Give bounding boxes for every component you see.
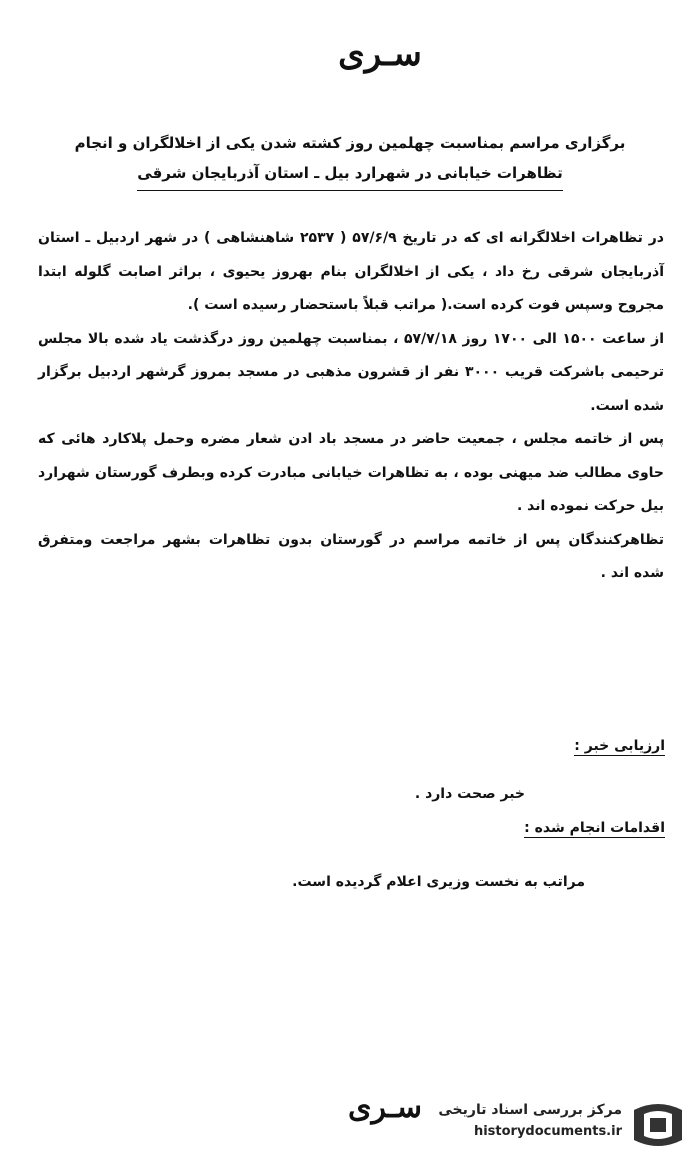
classification-mark-top: سـری [338, 34, 422, 74]
evaluation-row [574, 738, 665, 756]
body-paragraph-1: در تظاهرات اخلالگرانه ای که در تاریخ ۵۷/۶/۹ ( ۲۵۳۷ شاهنشاهی ) در شهر اردبیل ـ استان آذربایجان شرقی رخ داد ، یکی از اخلالگران بنام بهروز یحیوی ، براثر اصابت گلوله ابتدا مجروح وسپس فوت کرده است.( مراتب قبلاً باستحضار رسیده است ). [38, 230, 664, 313]
actions-row [524, 820, 665, 838]
report-body [38, 222, 664, 591]
subject-title [40, 128, 660, 191]
actions-label: اقدامات انجام شده : [524, 820, 665, 836]
archive-watermark [430, 1100, 692, 1150]
watermark-url: historydocuments.ir [473, 1124, 622, 1139]
classification-mark-bottom: سـری [348, 1090, 422, 1125]
body-paragraph-4: تظاهرکنندگان پس از خاتمه مراسم در گورستان بدون تظاهرات بشهر مراجعت ومتفرق شده اند . [38, 531, 664, 581]
archive-logo-icon [630, 1100, 686, 1150]
actions-value: مراتب به نخست وزیری اعلام گردیده است. [292, 874, 585, 890]
evaluation-value: خبر صحت دارد . [414, 786, 525, 802]
body-paragraph-2: از ساعت ۱۵۰۰ الی ۱۷۰۰ روز ۵۷/۷/۱۸ ، بمناسبت چهلمین روز درگذشت یاد شده بالا مجلس ترحیمی باشرکت قریب ۳۰۰۰ نفر از قشرون مذهبی در مسجد بمروز گرشهر اردبیل برگزار شده است. [38, 330, 665, 414]
body-paragraph-3: پس از خاتمه مجلس ، جمعیت حاضر در مسجد باد ادن شعار مضره وحمل پلاکارد هائی که حاوی مطالب ضد میهنی بوده ، به تظاهرات خیابانی مبادرت کرده وبطرف گورستان شهرارد بیل حرکت نموده اند . [38, 431, 664, 514]
evaluation-label: ارزیابی خبر : [574, 738, 665, 754]
subject-line-2: تظاهرات خیابانی در شهرارد بیل ـ استان آذربایجان شرقی [137, 158, 562, 191]
watermark-name: مرکز بررسی اسناد تاریخی [438, 1102, 622, 1118]
subject-line-1: برگزاری مراسم بمناسبت چهلمین روز کشته شدن یکی از اخلالگران و انجام [74, 134, 626, 152]
